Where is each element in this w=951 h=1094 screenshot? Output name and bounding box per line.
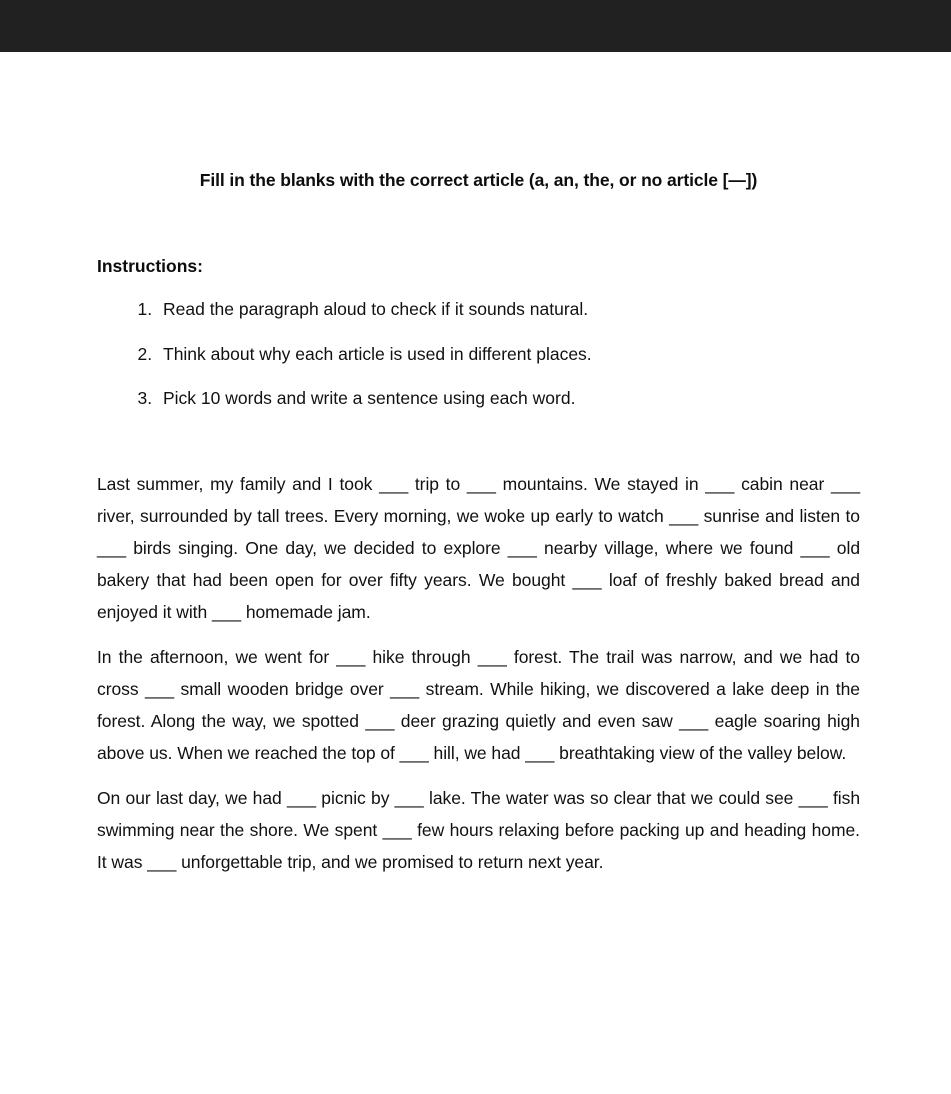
list-item: 3. Pick 10 words and write a sentence using each word.	[157, 387, 860, 411]
top-bar	[0, 0, 951, 52]
passage-paragraph: In the afternoon, we went for ___ hike through ___ forest. The trail was narrow, and we had to cross ___ small wooden bridge over ___ stream. While hiking, we discovered a lake deep in the forest. Along the way, we spotted ___ deer grazing quietly and even saw ___ eagle soaring high above us. When we reached the top of ___ hill, we had ___ breathtaking view of the valley below.	[97, 647, 860, 763]
page-title: Fill in the blanks with the correct article (a, an, the, or no article [—])	[199, 170, 758, 190]
exercise-passage	[97, 468, 860, 878]
passage-paragraph: Last summer, my family and I took ___ trip to ___ mountains. We stayed in ___ cabin near ___ river, surrounded by tall trees. Every morning, we woke up early to watch ___ sunrise and listen to ___ birds singing. One day, we decided to explore ___ nearby village, where we found ___ old bakery that had been open for over fifty years. We bought ___ loaf of freshly baked bread and enjoyed it with ___ homemade jam.	[97, 474, 860, 622]
document-page	[0, 52, 951, 1094]
passage-paragraph: On our last day, we had ___ picnic by ___ lake. The water was so clear that we could see ___ fish swimming near the shore. We spent ___ few hours relaxing before packing up and heading home. It was ___ unforgettable trip, and we promised to return next year.	[97, 788, 860, 872]
instructions-heading: Instructions:	[97, 256, 203, 277]
list-item: 2. Think about why each article is used in different places.	[157, 343, 860, 367]
instructions-list	[97, 298, 860, 411]
document-content	[97, 168, 860, 878]
list-item: 1. Read the paragraph aloud to check if it sounds natural.	[157, 298, 860, 322]
